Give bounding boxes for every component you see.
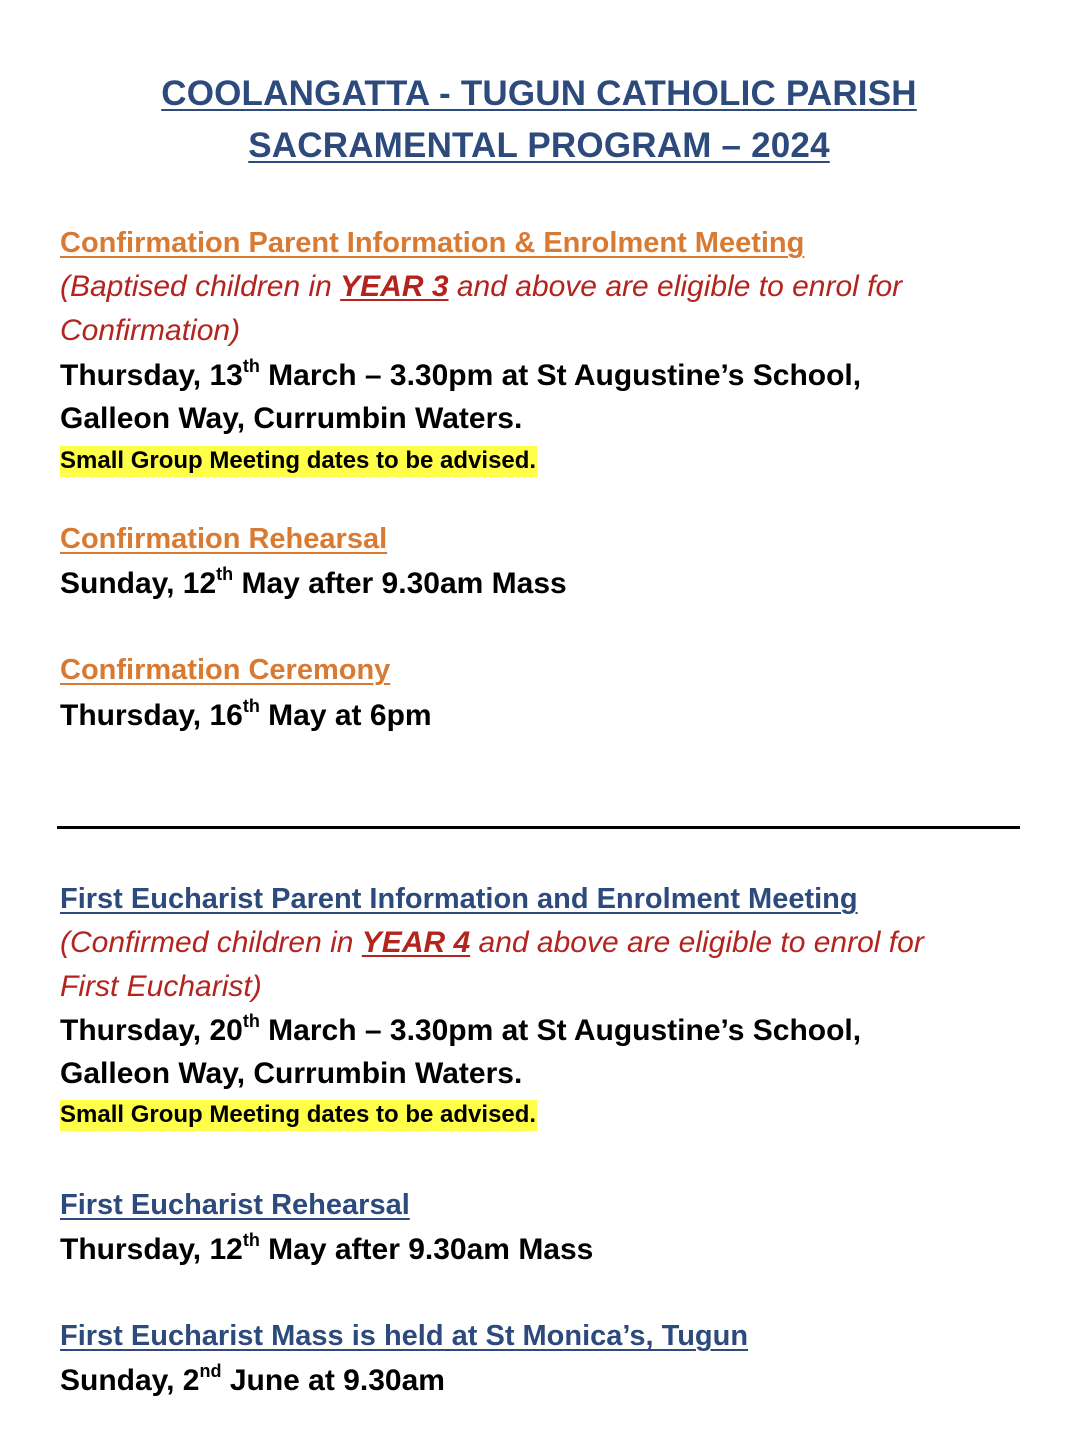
eucharist-eligibility-note: (Confirmed children in YEAR 4 and above are eligible to enrol for (60, 926, 924, 959)
eucharist-year-label: YEAR 4 (361, 926, 471, 959)
eucharist-meeting-date: Thursday, 20th March – 3.30pm at St Augustine’s School, (60, 1011, 862, 1047)
confirmation-ceremony-date: Thursday, 16th May at 6pm (60, 696, 432, 732)
confirmation-ceremony-heading: Confirmation Ceremony (60, 654, 391, 686)
section-divider (57, 826, 1020, 829)
confirmation-meeting-address: Galleon Way, Currumbin Waters. (60, 402, 523, 435)
confirmation-rehearsal-date: Sunday, 12th May after 9.30am Mass (60, 564, 567, 600)
eucharist-mass-heading: First Eucharist Mass is held at St Monica’s, Tugun (60, 1320, 749, 1352)
page-title-line-2: SACRAMENTAL PROGRAM – 2024 (248, 126, 830, 165)
page-title-line-1: COOLANGATTA - TUGUN CATHOLIC PARISH (161, 74, 917, 113)
eucharist-mass-date: Sunday, 2nd June at 9.30am (60, 1361, 445, 1397)
confirmation-eligibility-note: (Baptised children in YEAR 3 and above are eligible to enrol for (60, 270, 903, 303)
confirmation-rehearsal-heading: Confirmation Rehearsal (60, 523, 388, 555)
confirmation-year-label: YEAR 3 (340, 270, 449, 303)
eucharist-meeting-heading: First Eucharist Parent Information and Enrolment Meeting (60, 883, 858, 915)
confirmation-small-group-notice: Small Group Meeting dates to be advised. (60, 447, 537, 475)
confirmation-meeting-heading: Confirmation Parent Information & Enrolment Meeting (60, 227, 805, 259)
eucharist-meeting-address: Galleon Way, Currumbin Waters. (60, 1057, 523, 1090)
eucharist-rehearsal-heading: First Eucharist Rehearsal (60, 1189, 410, 1221)
eucharist-small-group-notice: Small Group Meeting dates to be advised. (60, 1101, 537, 1129)
confirmation-eligibility-note-line-2: Confirmation) (60, 314, 241, 347)
eucharist-eligibility-note-line-2: First Eucharist) (60, 970, 262, 1003)
confirmation-meeting-date: Thursday, 13th March – 3.30pm at St Augustine’s School, (60, 356, 862, 392)
eucharist-rehearsal-date: Thursday, 12th May after 9.30am Mass (60, 1230, 594, 1266)
